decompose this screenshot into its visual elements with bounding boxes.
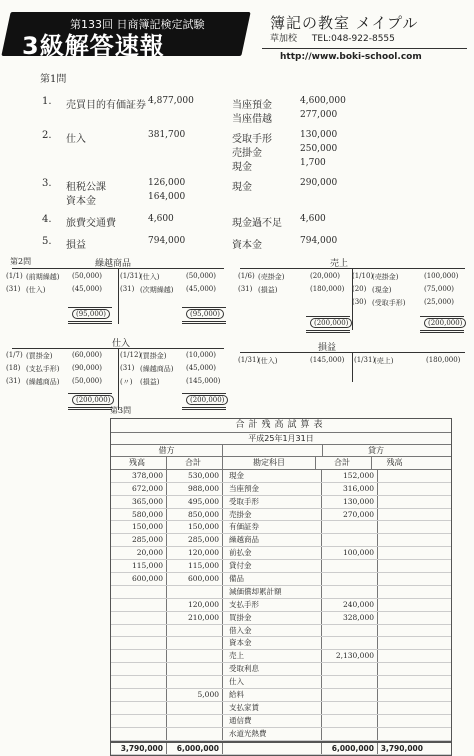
ledger-total-rule xyxy=(306,316,350,317)
debit-balance xyxy=(111,702,167,714)
debit-amount: 4,877,000 xyxy=(148,96,194,106)
ledger-right-account: (仕入) xyxy=(140,273,160,281)
credit-total xyxy=(322,663,378,675)
credit-balance xyxy=(378,586,426,598)
debit-total xyxy=(167,663,223,675)
credit-amount: 4,600 xyxy=(300,214,326,224)
ledger-left-total: (200,000) xyxy=(310,318,352,328)
debit-total: 115,000 xyxy=(167,560,223,572)
debit-total: 150,000 xyxy=(167,521,223,533)
debit-account: 売買目的有価証券 xyxy=(66,100,146,111)
ledger-shiire-name: 仕入 xyxy=(112,339,131,349)
ledger-left-account: (繰越商品) xyxy=(26,378,60,386)
total-debit-balance: 3,790,000 xyxy=(111,743,167,755)
ledger-double-rule xyxy=(182,407,226,410)
ledger-left-account: (仕入) xyxy=(258,357,278,365)
credit-total: 316,000 xyxy=(322,483,378,495)
credit-total xyxy=(322,573,378,585)
credit-total xyxy=(322,521,378,533)
trial-balance-table xyxy=(110,418,452,756)
credit-total: 130,000 xyxy=(322,496,378,508)
credit-amount: 250,000 xyxy=(300,144,338,154)
credit-total: 100,000 xyxy=(322,547,378,559)
trial-balance-row xyxy=(111,715,451,728)
credit-total xyxy=(322,534,378,546)
debit-amount: 4,600 xyxy=(148,214,174,224)
debit-balance xyxy=(111,650,167,662)
ledger-right-amount: (145,000) xyxy=(186,377,221,385)
ledger-right-account: (繰越商品) xyxy=(140,365,174,373)
debit-total: 988,000 xyxy=(167,483,223,495)
ledger-left-date: (1/6) xyxy=(238,272,255,280)
credit-amount: 4,600,000 xyxy=(300,96,346,106)
ledger-left-date: (1/31) xyxy=(238,356,260,364)
ledger-total-rule xyxy=(182,393,226,394)
ledger-right-total: (200,000) xyxy=(424,318,466,328)
ledger-double-rule xyxy=(68,321,112,324)
ledger-left-account: (損益) xyxy=(258,286,278,294)
ledger-right-account: (受取手形) xyxy=(372,299,406,307)
account-name: 当座預金 xyxy=(223,483,322,495)
ledger-left-amount: (45,000) xyxy=(72,285,102,293)
ledger-right-account: (買掛金) xyxy=(140,352,167,360)
debit-account: 損益 xyxy=(66,240,86,251)
credit-balance xyxy=(378,637,426,649)
ledger-total-rule xyxy=(182,307,226,308)
debit-balance xyxy=(111,689,167,701)
debit-total xyxy=(167,625,223,637)
credit-total xyxy=(322,637,378,649)
total-account-blank xyxy=(223,743,322,755)
ledger-right-date: (1/31) xyxy=(120,272,142,280)
ledger-right-account: (次期繰越) xyxy=(140,286,174,294)
trial-balance-row xyxy=(111,509,451,522)
ledger-left-date: (31) xyxy=(6,285,21,293)
credit-total: 2,130,000 xyxy=(322,650,378,662)
entry-number: 1. xyxy=(42,96,52,107)
credit-balance xyxy=(378,612,426,624)
credit-balance xyxy=(378,663,426,675)
ledger-left-account: (前期繰越) xyxy=(26,273,60,281)
account-name: 受取利息 xyxy=(223,663,322,675)
q2-title: 第2問 xyxy=(10,257,32,266)
branch-name: 草加校 xyxy=(270,34,298,44)
col-debit-balance: 残高 xyxy=(111,457,167,469)
trial-balance-row xyxy=(111,483,451,496)
debit-balance xyxy=(111,728,167,740)
ledger-soneki-divider xyxy=(352,352,353,382)
trial-balance-row xyxy=(111,547,451,560)
debit-total xyxy=(167,586,223,598)
trial-balance-row xyxy=(111,728,451,741)
ledger-left-amount: (90,000) xyxy=(72,364,102,372)
banner-subtitle: 第133回 日商簿記検定試験 xyxy=(70,18,205,31)
credit-account: 現金過不足 xyxy=(232,218,282,229)
ledger-left-account: (仕入) xyxy=(26,286,46,294)
trial-balance-row xyxy=(111,650,451,663)
ledger-right-total: (95,000) xyxy=(186,309,224,319)
debit-balance: 285,000 xyxy=(111,534,167,546)
trial-balance-row xyxy=(111,534,451,547)
debit-balance xyxy=(111,663,167,675)
ledger-right-amount: (25,000) xyxy=(424,298,454,306)
ledger-left-account: (売掛金) xyxy=(258,273,285,281)
debit-balance xyxy=(111,637,167,649)
trial-balance-column-header xyxy=(111,457,451,470)
website-link[interactable]: http://www.boki-school.com xyxy=(280,52,422,62)
credit-account: 当座借越 xyxy=(232,114,272,125)
account-name: 備品 xyxy=(223,573,322,585)
ledger-left-account: (支払手形) xyxy=(26,365,60,373)
account-name: 仕入 xyxy=(223,676,322,688)
account-name: 売上 xyxy=(223,650,322,662)
ledger-right-date: (31) xyxy=(120,364,135,372)
credit-balance xyxy=(378,599,426,611)
ledger-double-rule xyxy=(420,330,464,333)
total-debit-total: 6,000,000 xyxy=(167,743,223,755)
header-rule xyxy=(262,48,467,49)
ledger-right-date: (1/10) xyxy=(352,272,374,280)
debit-total: 530,000 xyxy=(167,470,223,482)
account-name: 借入金 xyxy=(223,625,322,637)
ledger-left-amount: (50,000) xyxy=(72,272,102,280)
ledger-right-account: (売上) xyxy=(374,357,394,365)
debit-amount: 381,700 xyxy=(148,130,186,140)
ledger-left-date: (1/1) xyxy=(6,272,23,280)
ledger-kurikoshi-divider xyxy=(118,268,119,324)
credit-account: 資本金 xyxy=(232,240,262,251)
telephone: TEL:048-922-8555 xyxy=(311,34,395,44)
account-name: 支払家賃 xyxy=(223,702,322,714)
credit-balance xyxy=(378,573,426,585)
ledger-left-total: (200,000) xyxy=(72,395,114,405)
credit-account: 売掛金 xyxy=(232,148,262,159)
debit-total xyxy=(167,715,223,727)
trial-balance-date: 平成25年1月31日 xyxy=(111,433,451,445)
account-name: 前払金 xyxy=(223,547,322,559)
ledger-total-rule xyxy=(68,393,112,394)
credit-amount: 290,000 xyxy=(300,178,338,188)
credit-total xyxy=(322,715,378,727)
col-debit-total: 合計 xyxy=(167,457,223,469)
banner-title: 3級解答速報 xyxy=(22,32,165,60)
debit-balance xyxy=(111,586,167,598)
credit-amount: 1,700 xyxy=(300,158,326,168)
debit-balance: 115,000 xyxy=(111,560,167,572)
ledger-right-amount: (50,000) xyxy=(186,272,216,280)
trial-balance-row xyxy=(111,702,451,715)
q3-title: 第3問 xyxy=(110,406,132,415)
ledger-right-date: (30) xyxy=(352,298,367,306)
ledger-right-amount: (75,000) xyxy=(424,285,454,293)
credit-total: 328,000 xyxy=(322,612,378,624)
credit-balance xyxy=(378,715,426,727)
debit-balance xyxy=(111,676,167,688)
credit-amount: 277,000 xyxy=(300,110,338,120)
credit-account: 現金 xyxy=(232,182,252,193)
credit-balance xyxy=(378,560,426,572)
ledger-right-amount: (100,000) xyxy=(424,272,459,280)
debit-total xyxy=(167,728,223,740)
debit-account: 仕入 xyxy=(66,134,86,145)
debit-balance: 150,000 xyxy=(111,521,167,533)
debit-amount: 164,000 xyxy=(148,192,186,202)
ledger-left-date: (31) xyxy=(238,285,253,293)
credit-balance xyxy=(378,496,426,508)
credit-total: 240,000 xyxy=(322,599,378,611)
trial-balance-body xyxy=(111,470,451,741)
debit-balance xyxy=(111,599,167,611)
trial-balance-row xyxy=(111,521,451,534)
debit-total: 120,000 xyxy=(167,599,223,611)
debit-total: 850,000 xyxy=(167,509,223,521)
debit-balance: 580,000 xyxy=(111,509,167,521)
ledger-right-account: (現金) xyxy=(372,286,392,294)
debit-total: 210,000 xyxy=(167,612,223,624)
debit-total: 495,000 xyxy=(167,496,223,508)
ledger-right-date: (〃) xyxy=(120,378,133,386)
trial-balance-row xyxy=(111,689,451,702)
ledger-right-date: (1/31) xyxy=(354,356,376,364)
credit-amount: 130,000 xyxy=(300,130,338,140)
ledger-right-date: (1/12) xyxy=(120,351,142,359)
trial-balance-row xyxy=(111,612,451,625)
account-name: 有価証券 xyxy=(223,521,322,533)
ledger-left-total: (95,000) xyxy=(72,309,110,319)
credit-balance xyxy=(378,521,426,533)
trial-balance-row xyxy=(111,663,451,676)
ledger-right-amount: (180,000) xyxy=(426,356,461,364)
account-name: 水道光熱費 xyxy=(223,728,322,740)
trial-balance-group-header xyxy=(111,445,451,457)
account-name: 給料 xyxy=(223,689,322,701)
total-credit-balance: 3,790,000 xyxy=(380,743,423,753)
debit-balance xyxy=(111,612,167,624)
debit-balance xyxy=(111,625,167,637)
trial-balance-row xyxy=(111,496,451,509)
trial-balance-total-row xyxy=(111,741,451,756)
debit-account: 資本金 xyxy=(66,196,96,207)
credit-balance xyxy=(378,676,426,688)
debit-total xyxy=(167,637,223,649)
debit-total xyxy=(167,702,223,714)
trial-balance-row xyxy=(111,637,451,650)
account-spacer xyxy=(223,445,323,456)
credit-balance xyxy=(378,547,426,559)
ledger-left-date: (1/7) xyxy=(6,351,23,359)
credit-total xyxy=(322,702,378,714)
credit-account: 当座預金 xyxy=(232,100,272,111)
debit-total: 600,000 xyxy=(167,573,223,585)
debit-total: 5,000 xyxy=(167,689,223,701)
ledger-left-amount: (20,000) xyxy=(310,272,340,280)
ledger-left-date: (18) xyxy=(6,364,21,372)
debit-balance: 365,000 xyxy=(111,496,167,508)
ledger-total-rule xyxy=(68,307,112,308)
account-name: 通信費 xyxy=(223,715,322,727)
ledger-left-amount: (145,000) xyxy=(310,356,345,364)
credit-account: 現金 xyxy=(232,162,252,173)
account-name: 現金 xyxy=(223,470,322,482)
credit-total xyxy=(322,586,378,598)
debit-balance: 378,000 xyxy=(111,470,167,482)
credit-balance xyxy=(378,625,426,637)
credit-account: 受取手形 xyxy=(232,134,272,145)
col-credit-total: 合計 xyxy=(316,457,372,469)
ledger-double-rule xyxy=(68,407,112,410)
credit-total: 152,000 xyxy=(322,470,378,482)
debit-balance: 672,000 xyxy=(111,483,167,495)
trial-balance-row xyxy=(111,573,451,586)
debit-total xyxy=(167,676,223,688)
ledger-right-account: (損益) xyxy=(140,378,160,386)
debit-total: 120,000 xyxy=(167,547,223,559)
ledger-shiire-divider xyxy=(118,348,119,410)
ledger-uriage-name: 売上 xyxy=(330,259,349,269)
credit-balance xyxy=(378,702,426,714)
col-account: 勘定科目 xyxy=(223,457,316,469)
ledger-double-rule xyxy=(182,321,226,324)
ledger-left-amount: (50,000) xyxy=(72,377,102,385)
ledger-right-date: (20) xyxy=(352,285,367,293)
ledger-kurikoshi-name: 繰越商品 xyxy=(95,259,132,269)
trial-balance-row xyxy=(111,470,451,483)
credit-balance xyxy=(378,650,426,662)
school-contact xyxy=(270,31,395,44)
debit-balance: 600,000 xyxy=(111,573,167,585)
credit-balance xyxy=(378,470,426,482)
ledger-right-total: (200,000) xyxy=(186,395,228,405)
credit-header: 貸方 xyxy=(368,446,384,455)
ledger-right-amount: (10,000) xyxy=(186,351,216,359)
debit-account: 旅費交通費 xyxy=(66,218,116,229)
account-name: 売掛金 xyxy=(223,509,322,521)
entry-number: 2. xyxy=(42,130,52,141)
ledger-right-amount: (45,000) xyxy=(186,285,216,293)
debit-header: 借方 xyxy=(111,445,223,456)
trial-balance-row xyxy=(111,560,451,573)
account-name: 受取手形 xyxy=(223,496,322,508)
credit-total xyxy=(322,689,378,701)
ledger-right-account: (売掛金) xyxy=(372,273,399,281)
credit-balance xyxy=(378,509,426,521)
account-name: 買掛金 xyxy=(223,612,322,624)
debit-amount: 126,000 xyxy=(148,178,186,188)
entry-number: 3. xyxy=(42,178,52,189)
trial-balance-row xyxy=(111,676,451,689)
account-name: 貸付金 xyxy=(223,560,322,572)
credit-total: 270,000 xyxy=(322,509,378,521)
debit-total: 285,000 xyxy=(167,534,223,546)
school-name: 簿記の教室 メイプル xyxy=(270,14,419,32)
ledger-left-amount: (60,000) xyxy=(72,351,102,359)
credit-balance xyxy=(378,728,426,740)
trial-balance-title: 合計残高試算表 xyxy=(111,419,451,433)
credit-total xyxy=(322,676,378,688)
account-name: 減価償却累計額 xyxy=(223,586,322,598)
credit-total xyxy=(322,728,378,740)
debit-balance: 20,000 xyxy=(111,547,167,559)
credit-total xyxy=(322,560,378,572)
debit-amount: 794,000 xyxy=(148,236,186,246)
entry-number: 5. xyxy=(42,236,52,247)
ledger-left-amount: (180,000) xyxy=(310,285,345,293)
debit-balance xyxy=(111,715,167,727)
total-credit-total: 6,000,000 xyxy=(322,743,378,755)
ledger-left-account: (買掛金) xyxy=(26,352,53,360)
account-name: 資本金 xyxy=(223,637,322,649)
trial-balance-row xyxy=(111,625,451,638)
credit-balance xyxy=(378,483,426,495)
debit-account: 租税公課 xyxy=(66,182,106,193)
q1-title: 第1問 xyxy=(40,74,67,85)
credit-total xyxy=(322,625,378,637)
ledger-total-rule xyxy=(420,316,464,317)
account-name: 支払手形 xyxy=(223,599,322,611)
trial-balance-row xyxy=(111,586,451,599)
ledger-left-date: (31) xyxy=(6,377,21,385)
ledger-soneki-name: 損益 xyxy=(318,343,337,353)
ledger-right-amount: (45,000) xyxy=(186,364,216,372)
col-credit-balance: 残高 xyxy=(386,458,403,467)
account-name: 繰越商品 xyxy=(223,534,322,546)
entry-number: 4. xyxy=(42,214,52,225)
debit-total xyxy=(167,650,223,662)
credit-amount: 794,000 xyxy=(300,236,338,246)
trial-balance-row xyxy=(111,599,451,612)
ledger-double-rule xyxy=(306,330,350,333)
credit-balance xyxy=(378,689,426,701)
credit-balance xyxy=(378,534,426,546)
ledger-right-date: (31) xyxy=(120,285,135,293)
